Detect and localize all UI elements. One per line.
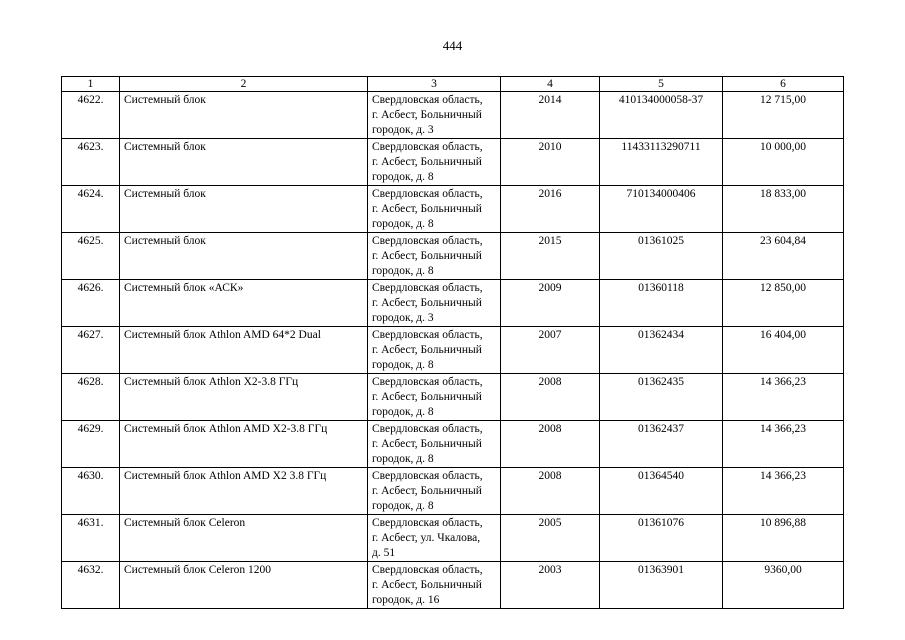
item-cost: 14 366,23	[723, 468, 844, 515]
row-number: 4632.	[62, 562, 120, 609]
item-inventory-number: 01360118	[600, 280, 723, 327]
item-name: Системный блок	[120, 186, 368, 233]
header-row	[62, 77, 844, 92]
table-row	[62, 421, 844, 468]
item-address: Свердловская область, г. Асбест, ул. Чкалова, д. 51	[368, 515, 501, 562]
item-name: Системный блок	[120, 92, 368, 139]
item-inventory-number: 410134000058-37	[600, 92, 723, 139]
item-year: 2010	[501, 139, 600, 186]
item-year: 2016	[501, 186, 600, 233]
item-inventory-number: 01363901	[600, 562, 723, 609]
row-number: 4628.	[62, 374, 120, 421]
item-name: Системный блок Celeron	[120, 515, 368, 562]
item-year: 2008	[501, 421, 600, 468]
item-inventory-number: 01362437	[600, 421, 723, 468]
item-inventory-number: 01364540	[600, 468, 723, 515]
item-year: 2003	[501, 562, 600, 609]
item-cost: 10 896,88	[723, 515, 844, 562]
header-col-1: 1	[62, 77, 120, 92]
row-number: 4625.	[62, 233, 120, 280]
item-inventory-number: 01362435	[600, 374, 723, 421]
row-number: 4627.	[62, 327, 120, 374]
item-address: Свердловская область, г. Асбест, Больничный городок, д. 8	[368, 468, 501, 515]
header-col-5: 5	[600, 77, 723, 92]
item-address: Свердловская область, г. Асбест, Больничный городок, д. 8	[368, 421, 501, 468]
item-cost: 14 366,23	[723, 421, 844, 468]
item-address: Свердловская область, г. Асбест, Больничный городок, д. 3	[368, 92, 501, 139]
row-number: 4631.	[62, 515, 120, 562]
header-col-6: 6	[723, 77, 844, 92]
row-number: 4630.	[62, 468, 120, 515]
item-inventory-number: 01361076	[600, 515, 723, 562]
item-inventory-number: 11433113290711	[600, 139, 723, 186]
item-year: 2005	[501, 515, 600, 562]
item-name: Системный блок «АСК»	[120, 280, 368, 327]
table-row	[62, 92, 844, 139]
table-row	[62, 374, 844, 421]
header-col-3: 3	[368, 77, 501, 92]
item-name: Системный блок	[120, 139, 368, 186]
row-number: 4622.	[62, 92, 120, 139]
header-col-4: 4	[501, 77, 600, 92]
item-name: Системный блок Athlon AMD X2-3.8 ГГц	[120, 421, 368, 468]
item-cost: 9360,00	[723, 562, 844, 609]
table-row	[62, 562, 844, 609]
item-name: Системный блок Athlon AMD X2 3.8 ГГц	[120, 468, 368, 515]
item-address: Свердловская область, г. Асбест, Больничный городок, д. 8	[368, 139, 501, 186]
item-cost: 10 000,00	[723, 139, 844, 186]
registry-table	[61, 76, 844, 609]
item-name: Системный блок Athlon AMD 64*2 Dual	[120, 327, 368, 374]
table-row	[62, 233, 844, 280]
item-cost: 18 833,00	[723, 186, 844, 233]
item-name: Системный блок	[120, 233, 368, 280]
item-year: 2008	[501, 374, 600, 421]
item-inventory-number: 01361025	[600, 233, 723, 280]
item-cost: 16 404,00	[723, 327, 844, 374]
table-row	[62, 515, 844, 562]
item-year: 2007	[501, 327, 600, 374]
item-address: Свердловская область, г. Асбест, Больничный городок, д. 16	[368, 562, 501, 609]
item-inventory-number: 01362434	[600, 327, 723, 374]
item-cost: 12 850,00	[723, 280, 844, 327]
item-address: Свердловская область, г. Асбест, Больничный городок, д. 3	[368, 280, 501, 327]
item-name: Системный блок Athlon X2-3.8 ГГц	[120, 374, 368, 421]
item-cost: 23 604,84	[723, 233, 844, 280]
table-row	[62, 280, 844, 327]
table-row	[62, 139, 844, 186]
item-address: Свердловская область, г. Асбест, Больничный городок, д. 8	[368, 374, 501, 421]
item-year: 2009	[501, 280, 600, 327]
row-number: 4626.	[62, 280, 120, 327]
item-cost: 12 715,00	[723, 92, 844, 139]
item-year: 2008	[501, 468, 600, 515]
header-col-2: 2	[120, 77, 368, 92]
table-row	[62, 186, 844, 233]
row-number: 4624.	[62, 186, 120, 233]
item-address: Свердловская область, г. Асбест, Больничный городок, д. 8	[368, 233, 501, 280]
item-address: Свердловская область, г. Асбест, Больничный городок, д. 8	[368, 327, 501, 374]
table-row	[62, 468, 844, 515]
item-inventory-number: 710134000406	[600, 186, 723, 233]
row-number: 4623.	[62, 139, 120, 186]
table-header	[62, 77, 844, 92]
table-row	[62, 327, 844, 374]
item-address: Свердловская область, г. Асбест, Больничный городок, д. 8	[368, 186, 501, 233]
item-cost: 14 366,23	[723, 374, 844, 421]
row-number: 4629.	[62, 421, 120, 468]
item-year: 2014	[501, 92, 600, 139]
item-name: Системный блок Celeron 1200	[120, 562, 368, 609]
table-body	[62, 92, 844, 609]
page-number: 444	[442, 38, 463, 53]
item-year: 2015	[501, 233, 600, 280]
